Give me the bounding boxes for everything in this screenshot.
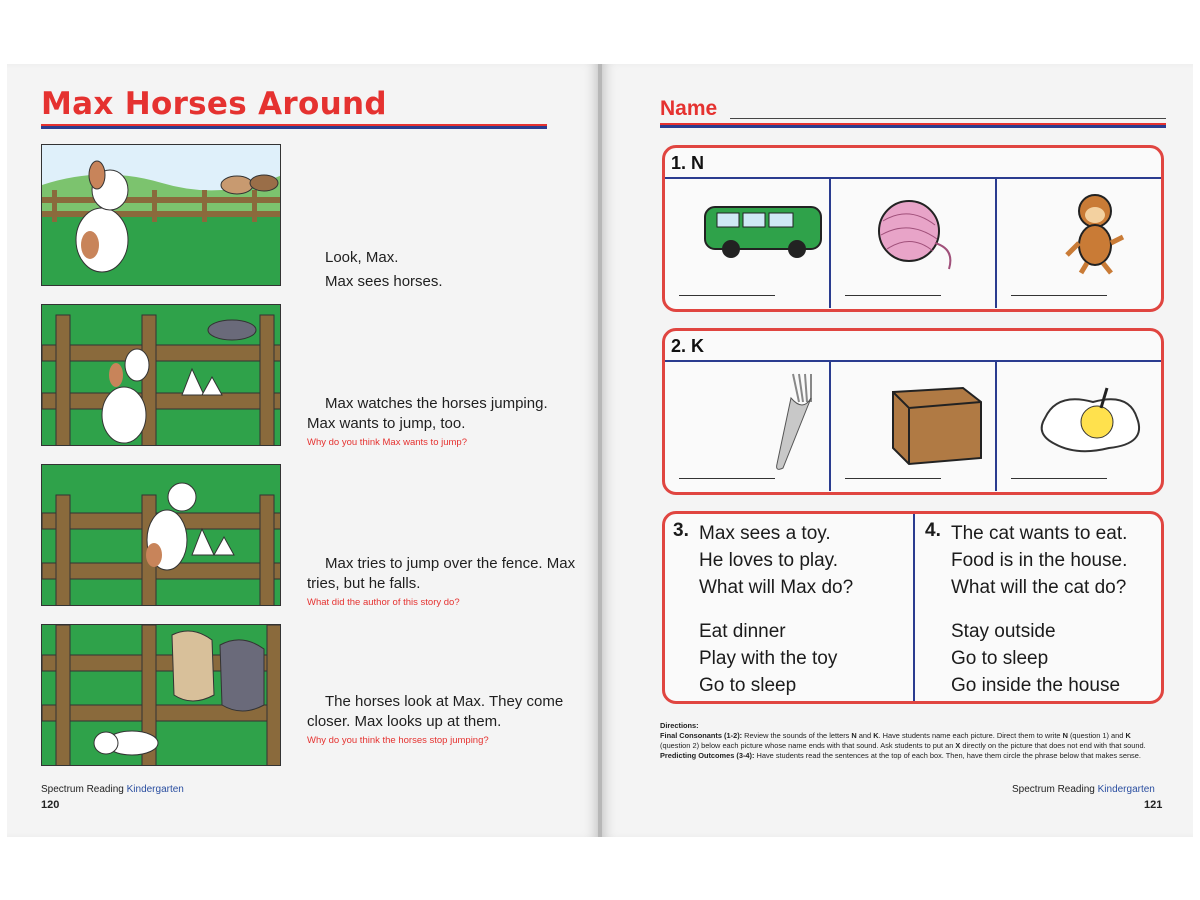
story-question-4: Why do you think the horses stop jumping?	[307, 735, 489, 746]
directions-predicting-outcomes	[660, 751, 1160, 761]
story-panel-2	[41, 304, 281, 446]
right-page	[602, 64, 1193, 837]
q4-line: What will the cat do?	[951, 577, 1127, 598]
egg-icon	[997, 368, 1161, 478]
q4-line: The cat wants to eat.	[951, 523, 1128, 544]
fc-text: directly on the picture that does not end with that sound.	[960, 741, 1146, 750]
right-footer	[1012, 784, 1155, 795]
story-text-4	[307, 692, 577, 748]
story-panel-3	[41, 464, 281, 606]
name-label: Name	[660, 97, 718, 120]
name-write-line[interactable]	[730, 118, 1166, 119]
page-number-left: 120	[41, 799, 60, 811]
question-divider	[913, 514, 915, 701]
teacher-directions	[660, 721, 1160, 761]
question-3-number: 3.	[673, 520, 689, 541]
q3-line: He loves to play.	[699, 550, 839, 571]
story-question-2: Why do you think Max wants to jump?	[307, 437, 467, 448]
q3-line: Max sees a toy.	[699, 523, 831, 544]
po-label: Predicting Outcomes (3-4):	[660, 751, 755, 760]
question-4	[925, 520, 1127, 699]
answer-blank[interactable]	[679, 478, 775, 479]
box-icon	[831, 368, 995, 478]
question-box-1	[662, 145, 1164, 312]
answer-blank[interactable]	[845, 295, 941, 296]
picture-cell-yarn[interactable]	[831, 179, 997, 308]
yarn-icon	[831, 185, 995, 275]
story-line: Look, Max.	[325, 249, 399, 266]
directions-heading: Directions:	[660, 721, 699, 730]
q3-choice-go-to-sleep[interactable]: Go to sleep	[699, 675, 797, 696]
question-box-2	[662, 328, 1164, 495]
fc-text: (question 1) and	[1067, 731, 1126, 740]
q3-choice-play-with-toy[interactable]: Play with the toy	[699, 648, 838, 669]
answer-blank[interactable]	[1011, 478, 1107, 479]
footer-series: Spectrum Reading	[41, 784, 124, 795]
question-2-label: 2. K	[665, 331, 1161, 362]
answer-blank[interactable]	[1011, 295, 1107, 296]
story-text-3	[307, 554, 577, 610]
story-panel-1	[41, 144, 281, 286]
story-panel-4	[41, 624, 281, 766]
q3-choice-eat-dinner[interactable]: Eat dinner	[699, 621, 786, 642]
story-text-1	[307, 248, 577, 292]
footer-series: Spectrum Reading	[1012, 784, 1095, 795]
q4-choice-stay-outside[interactable]: Stay outside	[951, 621, 1056, 642]
fc-letter: N	[1062, 731, 1068, 740]
picture-cell-egg[interactable]	[997, 362, 1161, 491]
q4-choice-go-inside[interactable]: Go inside the house	[951, 675, 1121, 696]
monkey-icon	[997, 185, 1161, 275]
title-rule-blue	[41, 126, 547, 129]
story-line: The horses look at Max. They come closer. Max looks up at them.	[307, 693, 564, 730]
story-line: Max tries to jump over the fence. Max tries, but he falls.	[307, 555, 576, 592]
fc-label: Final Consonants (1-2):	[660, 731, 743, 740]
question-4-number: 4.	[925, 520, 941, 541]
directions-final-consonants	[660, 731, 1160, 751]
story-line: Max watches the horses jumping. Max wants to jump, too.	[307, 395, 548, 432]
answer-blank[interactable]	[845, 478, 941, 479]
picture-cell-fork[interactable]	[665, 362, 831, 491]
fc-letter: N	[851, 731, 857, 740]
fc-letter: K	[1125, 731, 1131, 740]
picture-cell-monkey[interactable]	[997, 179, 1161, 308]
story-text-2	[307, 394, 577, 450]
q4-choice-go-to-sleep[interactable]: Go to sleep	[951, 648, 1049, 669]
left-page	[7, 64, 598, 837]
fc-letter: X	[955, 741, 961, 750]
fc-text: Review the sounds of the letters	[742, 731, 852, 740]
question-3	[673, 520, 853, 699]
po-text: Have students read the sentences at the top of each box. Then, have them circle the phrase below that makes sense.	[754, 751, 1141, 760]
answer-blank[interactable]	[679, 295, 775, 296]
fc-text: . Have students name each picture. Direct them to write	[878, 731, 1063, 740]
fc-text: (question 2) below each picture whose name ends with that sound. Ask students to put an	[660, 741, 956, 750]
question-1-label: 1. N	[665, 148, 1161, 179]
picture-cell-van[interactable]	[665, 179, 831, 308]
story-line: Max sees horses.	[325, 273, 443, 290]
q3-line: What will Max do?	[699, 577, 854, 598]
predicting-outcomes-box	[662, 511, 1164, 704]
q4-line: Food is in the house.	[951, 550, 1128, 571]
fork-icon	[665, 368, 829, 478]
footer-grade: Kindergarten	[1097, 784, 1155, 795]
picture-cell-box[interactable]	[831, 362, 997, 491]
open-workbook	[7, 64, 1193, 837]
van-icon	[665, 185, 829, 275]
page-number-right: 121	[1144, 799, 1163, 811]
fc-text: and	[856, 731, 874, 740]
name-rule-blue	[660, 125, 1166, 128]
story-question-3: What did the author of this story do?	[307, 597, 460, 608]
story-title: Max Horses Around	[41, 86, 387, 122]
fc-letter: K	[873, 731, 879, 740]
footer-grade: Kindergarten	[126, 784, 184, 795]
left-footer	[41, 784, 184, 795]
